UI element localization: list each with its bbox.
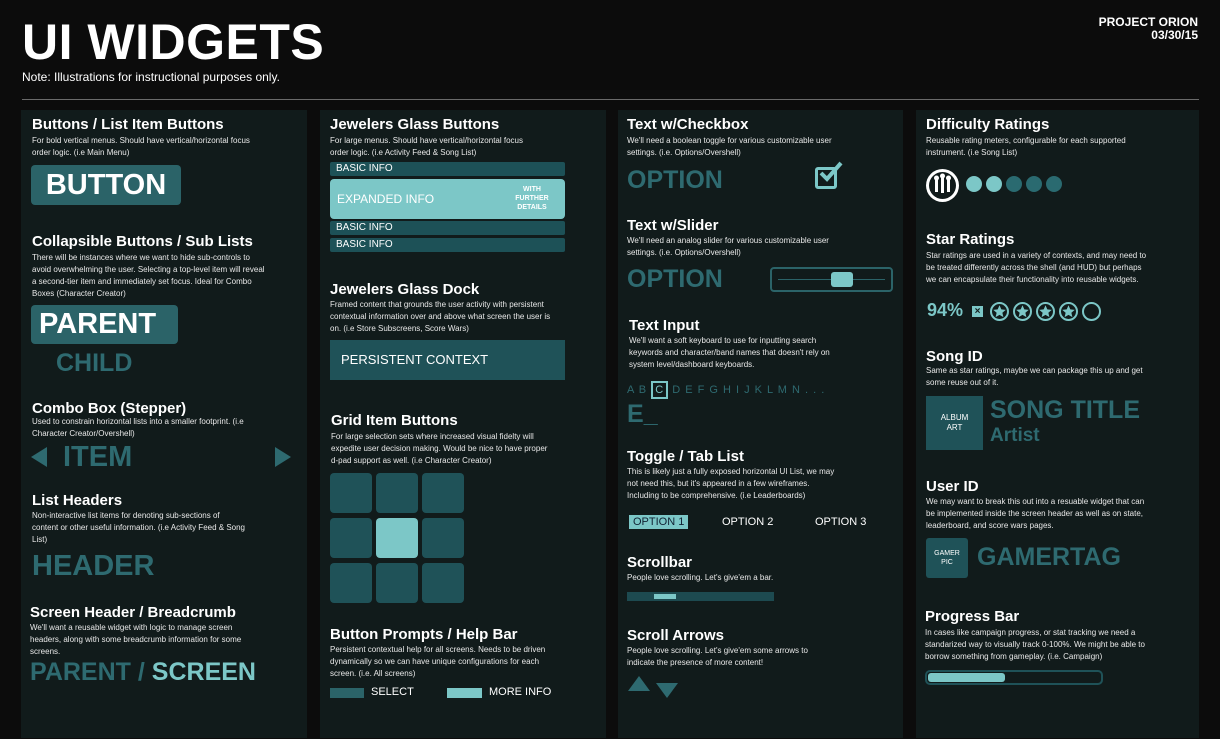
breadcrumb-screen: SCREEN (151, 658, 256, 686)
grid-item[interactable] (330, 563, 372, 603)
jewelers-buttons-title: Jewelers Glass Buttons (330, 116, 500, 133)
persistent-context-dock: PERSISTENT CONTEXT (330, 340, 565, 380)
scroll-down-arrow-icon[interactable] (656, 683, 678, 698)
screen-header-desc: We'll want a reusable widget with logic to manage screen headers, along with some breadcrumb information for some screens. (30, 623, 242, 656)
song-title: SONG TITLE (990, 396, 1140, 424)
grid-item-selected[interactable] (376, 518, 418, 558)
difficulty-dot (1046, 176, 1062, 192)
album-art (926, 396, 983, 450)
jewelers-row-1[interactable]: BASIC INFO (330, 162, 565, 176)
dock-desc: Framed content that grounds the user activity with persistent contextual information over and above what screen the user is on. (i.e Store Subscreens, Score Wars) (330, 300, 551, 333)
toggle-title: Toggle / Tab List (627, 448, 744, 465)
buttons-title: Buttons / List Item Buttons (32, 116, 224, 133)
collapsible-title: Collapsible Buttons / Sub Lists (32, 233, 253, 250)
select-prompt-label[interactable]: SELECT (371, 686, 414, 698)
soft-keyboard (627, 381, 825, 399)
breadcrumb-parent[interactable]: PARENT / (30, 658, 145, 686)
checkbox[interactable] (815, 167, 837, 189)
grid-item[interactable] (422, 473, 464, 513)
progress-bar-fill (928, 673, 1005, 682)
column-jewelers (320, 110, 606, 738)
slider-desc: We'll need an analog slider for various customizable user settings. (i.e. Options/Overshell) (627, 236, 829, 257)
close-icon: × (972, 306, 983, 317)
song-desc: Same as star ratings, maybe we can package this up and get some reuse out of it. (926, 366, 1143, 387)
progress-bar (925, 670, 1103, 685)
progress-title: Progress Bar (925, 608, 1020, 625)
star-desc: Star ratings are used in a variety of contexts, and may need to be treated differently across the shell (and HUD) but perhaps we can encapsulate their functionality into reusable widgets. (926, 251, 1147, 284)
child-item[interactable]: CHILD (56, 349, 133, 377)
prompts-desc: Persistent contextual help for all screens. Needs to be driven dynamically so we can have unique configurations for each screen. (i.e. All screens) (330, 645, 546, 678)
text-input-desc: We'll want a soft keyboard to use for inputting search keywords and character/band names that doesn't rely on system level/dashboard keyboards. (629, 336, 830, 369)
album-art-label: ALBUM ART (940, 413, 969, 432)
scrollbar-track[interactable] (627, 592, 774, 601)
text-input-title: Text Input (629, 317, 700, 334)
screen-header-title: Screen Header / Breadcrumb (30, 604, 236, 621)
more-info-prompt-icon (447, 688, 482, 698)
star-title: Star Ratings (926, 231, 1015, 248)
slider-title: Text w/Slider (627, 217, 719, 234)
combo-item: ITEM (63, 441, 133, 473)
progress-desc: In cases like campaign progress, or stat tracking we need a standarized way to visually track 0-100%. We might be able to borrow something from gameplay. (i.e. Campaign) (925, 628, 1145, 661)
prompts-title: Button Prompts / Help Bar (330, 626, 518, 643)
breadcrumb (30, 658, 256, 687)
list-headers-desc: Non-interactive list items for denoting sub-sections of content or other useful information. (i.e Activity Feed & Song List) (32, 511, 245, 544)
column-basic-widgets (21, 110, 307, 738)
collapsible-desc: There will be instances where we want to hide sub-controls to avoid overwhelming the user. Selecting a top-level item will reveal a second-tier item and immediately set focus. Ideal for Combo Boxes (Character Creator) (32, 253, 265, 298)
scrollbar-title: Scrollbar (627, 554, 693, 571)
project-name: PROJECT ORION (1098, 15, 1198, 29)
grid-item[interactable] (330, 518, 372, 558)
jewelers-row-4[interactable]: BASIC INFO (330, 238, 565, 252)
list-headers-title: List Headers (32, 492, 123, 509)
user-id-desc: We may want to break this out into a resuable widget that can be implemented inside the screen header as well as on state, leaderboard, and score wars pages. (926, 497, 1145, 530)
star-icon (1059, 302, 1078, 321)
parent-button[interactable]: PARENT (31, 305, 178, 344)
more-info-prompt-label[interactable]: MORE INFO (489, 686, 552, 698)
tab-option-2[interactable]: OPTION 2 (722, 516, 774, 528)
difficulty-title: Difficulty Ratings (926, 116, 1050, 133)
song-title-heading: Song ID (926, 348, 983, 365)
tab-option-1[interactable]: OPTION 1 (629, 515, 688, 529)
star-percent: 94% (927, 300, 964, 320)
gamertag: GAMERTAG (977, 543, 1121, 571)
jewelers-row-expanded[interactable] (330, 179, 565, 219)
combo-desc: Used to constrain horizontal lists into a smaller footprint. (i.e Character Creator/Overshell) (32, 417, 244, 438)
check-icon (816, 158, 846, 188)
slider-option-label: OPTION (627, 265, 723, 293)
expanded-label: EXPANDED INFO (337, 192, 435, 206)
difficulty-dot (1026, 176, 1042, 192)
grid-title: Grid Item Buttons (331, 412, 458, 429)
instrument-icon-badge (926, 169, 959, 202)
page-note: Note: Illustrations for instructional purposes only. (22, 70, 280, 84)
jewelers-buttons-desc: For large menus. Should have vertical/horizontal focus order logic. (i.e Activity Feed & Song List) (330, 136, 523, 157)
grid-item[interactable] (422, 563, 464, 603)
tab-option-3[interactable]: OPTION 3 (815, 516, 867, 528)
grid-item[interactable] (422, 518, 464, 558)
toggle-desc: This is likely just a fully exposed horizontal UI List, we may not need this, but it's appeared in a few wireframes. Including to be comprehensive. (i.e Leaderboards) (627, 467, 835, 500)
difficulty-desc: Reusable rating meters, configurable for each supported instrument. (i.e Song List) (926, 136, 1126, 157)
select-prompt-icon (330, 688, 364, 698)
keyboard-key-selected[interactable]: C (651, 381, 668, 399)
scroll-up-arrow-icon[interactable] (628, 676, 650, 691)
grid-item[interactable] (376, 473, 418, 513)
grid-desc: For large selection sets where increased visual fidelty will expedite user decision making. Would be nice to have proper d-pad support as well. (i.e Character Creator) (331, 432, 548, 465)
star-icon (990, 302, 1009, 321)
keyboard-keys-before[interactable]: A B (627, 384, 648, 396)
demo-button[interactable]: BUTTON (31, 165, 181, 205)
combo-next-arrow-icon[interactable] (275, 447, 291, 467)
scroll-arrows-title: Scroll Arrows (627, 627, 724, 644)
combo-title: Combo Box (Stepper) (32, 400, 187, 417)
star-icon (1082, 302, 1101, 321)
dock-title: Jewelers Glass Dock (330, 281, 480, 298)
slider-track[interactable] (770, 267, 893, 292)
checkbox-option-label: OPTION (627, 166, 723, 194)
difficulty-dot (986, 176, 1002, 192)
checkbox-title: Text w/Checkbox (627, 116, 749, 133)
star-icon (1013, 302, 1032, 321)
checkbox-desc: We'll need a boolean toggle for various customizable user settings. (i.e. Options/Overshell) (627, 136, 832, 157)
column-ratings (916, 110, 1199, 738)
scroll-arrows-desc: People love scrolling. Let's give'em some arrows to indicate the presence of more content! (627, 646, 808, 667)
further-details: WITH FURTHER DETAILS (515, 186, 549, 211)
page-title: UI WIDGETS (22, 14, 325, 70)
list-header-example: HEADER (32, 550, 155, 582)
star-icon (1036, 302, 1055, 321)
scrollbar-thumb[interactable] (654, 594, 676, 599)
grid-item[interactable] (376, 563, 418, 603)
jewelers-row-3[interactable]: BASIC INFO (330, 221, 565, 235)
slider-thumb[interactable] (831, 272, 853, 287)
column-inputs (618, 110, 903, 738)
combo-prev-arrow-icon[interactable] (31, 447, 47, 467)
difficulty-dot (1006, 176, 1022, 192)
difficulty-dot (966, 176, 982, 192)
microphones-icon (926, 169, 959, 202)
song-artist: Artist (990, 425, 1040, 446)
text-cursor: _ (643, 400, 658, 428)
project-info (1099, 16, 1198, 42)
gamer-pic-label: GAMER PIC (934, 550, 960, 566)
gamer-pic (926, 538, 968, 578)
project-date: 03/30/15 (1151, 28, 1198, 42)
header-divider (22, 99, 1199, 100)
buttons-desc: For bold vertical menus. Should have vertical/horizontal focus order logic. (i.e Main Menu) (32, 136, 250, 157)
text-input-value: E (627, 400, 644, 428)
user-id-title: User ID (926, 478, 979, 495)
text-input-field[interactable] (627, 400, 658, 429)
keyboard-keys-after[interactable]: D E F G H I J K L M N . . . (672, 384, 826, 396)
scrollbar-desc: People love scrolling. Let's give'em a bar. (627, 573, 774, 582)
grid-item[interactable] (330, 473, 372, 513)
